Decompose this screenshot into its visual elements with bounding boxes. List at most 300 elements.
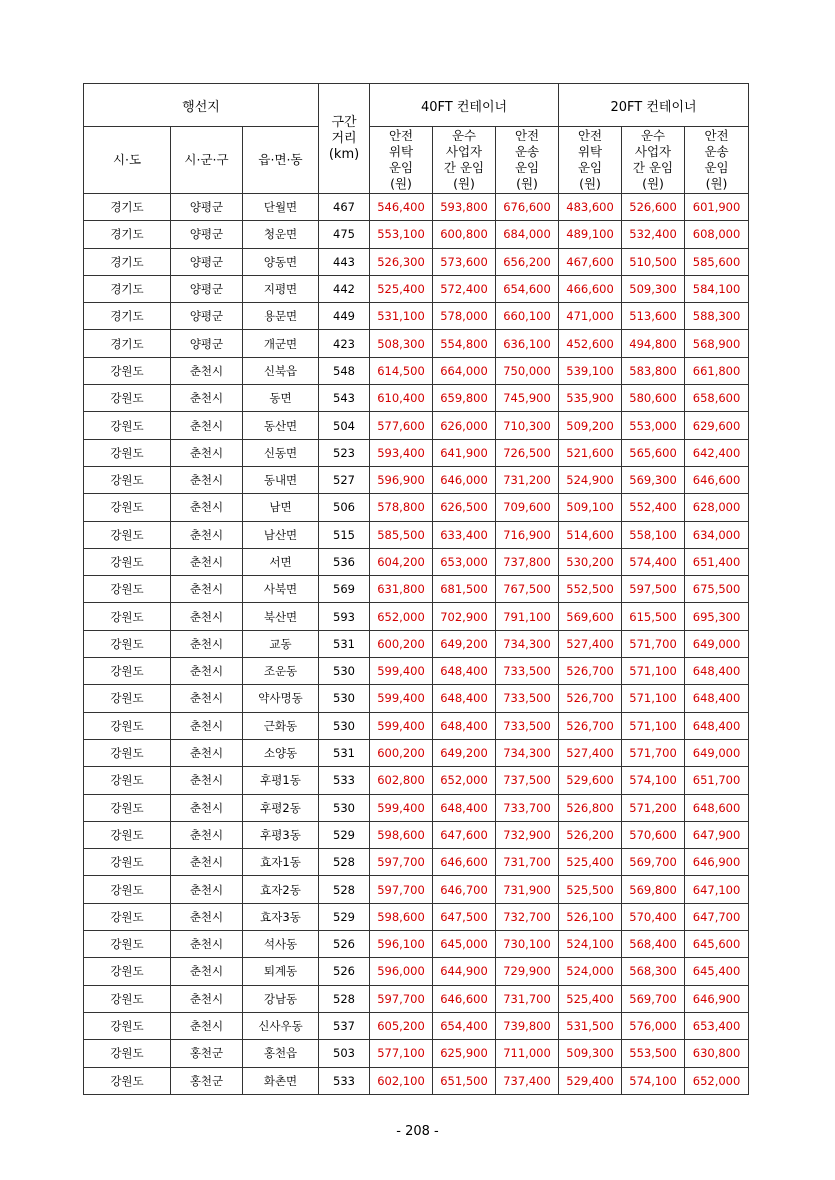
rate-20ft-safety-consign-cell: 530,200 [559,548,622,575]
province-cell: 경기도 [84,275,171,302]
city-cell: 춘천시 [171,931,243,958]
distance-cell: 503 [319,1040,370,1067]
rate-40ft-carrier-cell: 653,000 [433,548,496,575]
distance-cell: 536 [319,548,370,575]
rate-40ft-carrier-cell: 654,400 [433,1012,496,1039]
rate-20ft-carrier-cell: 574,100 [622,767,685,794]
rate-20ft-safety-consign-header: 안전 위탁 운임 (원) [559,127,622,194]
table-row [84,466,749,493]
rate-20ft-safety-transport-cell: 649,000 [685,739,749,766]
rate-40ft-safety-consign-cell: 610,400 [370,385,433,412]
distance-cell: 530 [319,712,370,739]
rate-40ft-safety-transport-cell: 791,100 [496,603,559,630]
city-cell: 홍천군 [171,1067,243,1094]
rate-20ft-safety-consign-cell: 466,600 [559,275,622,302]
town-cell: 석사동 [243,931,319,958]
table-row [84,712,749,739]
rate-40ft-safety-consign-cell: 577,600 [370,412,433,439]
town-cell: 후평2동 [243,794,319,821]
rate-20ft-safety-transport-cell: 634,000 [685,521,749,548]
distance-cell: 528 [319,849,370,876]
rate-20ft-safety-transport-cell: 651,400 [685,548,749,575]
rate-40ft-carrier-cell: 647,600 [433,821,496,848]
rate-40ft-safety-transport-cell: 729,900 [496,958,559,985]
city-cell: 춘천시 [171,712,243,739]
rate-20ft-safety-transport-cell: 647,900 [685,821,749,848]
distance-cell: 530 [319,658,370,685]
rate-20ft-safety-transport-header: 안전 운송 운임 (원) [685,127,749,194]
freight-rate-table [83,83,749,1095]
rate-40ft-safety-transport-cell: 731,200 [496,466,559,493]
rate-20ft-carrier-cell: 597,500 [622,576,685,603]
rate-20ft-safety-consign-cell: 526,800 [559,794,622,821]
town-cell: 서면 [243,548,319,575]
rate-40ft-safety-transport-cell: 737,800 [496,548,559,575]
city-cell: 춘천시 [171,412,243,439]
rate-40ft-carrier-cell: 649,200 [433,630,496,657]
town-cell: 지평면 [243,275,319,302]
city-cell: 춘천시 [171,630,243,657]
rate-20ft-safety-consign-cell: 471,000 [559,303,622,330]
town-cell: 남면 [243,494,319,521]
table-row [84,548,749,575]
rate-40ft-safety-transport-cell: 731,700 [496,849,559,876]
rate-40ft-safety-consign-cell: 593,400 [370,439,433,466]
rate-20ft-safety-consign-cell: 489,100 [559,221,622,248]
town-cell: 남산면 [243,521,319,548]
city-cell: 양평군 [171,221,243,248]
rate-40ft-safety-consign-cell: 602,100 [370,1067,433,1094]
distance-cell: 530 [319,685,370,712]
town-cell: 신사우동 [243,1012,319,1039]
distance-cell: 543 [319,385,370,412]
town-cell: 효자2동 [243,876,319,903]
rate-40ft-safety-consign-cell: 531,100 [370,303,433,330]
rate-40ft-carrier-cell: 593,800 [433,194,496,221]
province-cell: 강원도 [84,1012,171,1039]
rate-20ft-safety-consign-cell: 529,600 [559,767,622,794]
distance-cell: 527 [319,466,370,493]
table-row [84,521,749,548]
rate-40ft-safety-consign-cell: 525,400 [370,275,433,302]
rate-40ft-safety-transport-cell: 733,700 [496,794,559,821]
rate-20ft-carrier-cell: 569,700 [622,849,685,876]
province-cell: 강원도 [84,630,171,657]
province-cell: 강원도 [84,1067,171,1094]
rate-20ft-safety-transport-cell: 645,400 [685,958,749,985]
table-row [84,876,749,903]
table-row [84,1040,749,1067]
rate-20ft-safety-consign-cell: 526,700 [559,712,622,739]
town-cell: 신동면 [243,439,319,466]
city-cell: 홍천군 [171,1040,243,1067]
province-cell: 강원도 [84,1040,171,1067]
rate-20ft-carrier-cell: 583,800 [622,357,685,384]
rate-20ft-safety-transport-cell: 628,000 [685,494,749,521]
container-40ft-header: 40FT 컨테이너 [370,84,559,127]
rate-20ft-carrier-cell: 552,400 [622,494,685,521]
city-cell: 춘천시 [171,1012,243,1039]
rate-20ft-carrier-cell: 568,400 [622,931,685,958]
city-cell: 춘천시 [171,821,243,848]
rate-40ft-carrier-cell: 626,000 [433,412,496,439]
rate-40ft-safety-transport-cell: 734,300 [496,630,559,657]
rate-40ft-carrier-cell: 646,700 [433,876,496,903]
rate-20ft-safety-transport-cell: 652,000 [685,1067,749,1094]
rate-40ft-safety-consign-cell: 596,000 [370,958,433,985]
town-cell: 강남동 [243,985,319,1012]
city-cell: 춘천시 [171,849,243,876]
rate-40ft-carrier-cell: 648,400 [433,712,496,739]
rate-20ft-safety-consign-cell: 529,400 [559,1067,622,1094]
rate-40ft-safety-transport-cell: 767,500 [496,576,559,603]
distance-cell: 531 [319,630,370,657]
rate-20ft-safety-transport-cell: 585,600 [685,248,749,275]
province-cell: 강원도 [84,985,171,1012]
province-cell: 강원도 [84,603,171,630]
town-header: 읍·면·동 [243,127,319,194]
city-cell: 양평군 [171,303,243,330]
city-cell: 춘천시 [171,876,243,903]
rate-20ft-safety-transport-cell: 646,900 [685,849,749,876]
rate-40ft-safety-transport-cell: 745,900 [496,385,559,412]
distance-cell: 523 [319,439,370,466]
rate-40ft-safety-transport-cell: 636,100 [496,330,559,357]
rate-40ft-carrier-cell: 578,000 [433,303,496,330]
town-cell: 동내면 [243,466,319,493]
province-cell: 강원도 [84,466,171,493]
rate-20ft-carrier-cell: 571,700 [622,739,685,766]
distance-cell: 537 [319,1012,370,1039]
rate-40ft-safety-transport-cell: 656,200 [496,248,559,275]
rate-20ft-safety-transport-cell: 651,700 [685,767,749,794]
distance-cell: 529 [319,821,370,848]
distance-cell: 467 [319,194,370,221]
city-cell: 양평군 [171,330,243,357]
rate-40ft-safety-consign-cell: 605,200 [370,1012,433,1039]
rate-20ft-carrier-cell: 569,700 [622,985,685,1012]
rate-40ft-safety-consign-cell: 599,400 [370,658,433,685]
rate-20ft-carrier-cell: 494,800 [622,330,685,357]
rate-20ft-carrier-cell: 569,300 [622,466,685,493]
rate-20ft-safety-consign-cell: 524,900 [559,466,622,493]
rate-40ft-carrier-cell: 647,500 [433,903,496,930]
rate-20ft-carrier-cell: 565,600 [622,439,685,466]
rate-40ft-carrier-cell: 646,600 [433,849,496,876]
rate-40ft-safety-transport-cell: 676,600 [496,194,559,221]
city-cell: 춘천시 [171,603,243,630]
rate-40ft-carrier-cell: 633,400 [433,521,496,548]
rate-20ft-safety-consign-cell: 525,500 [559,876,622,903]
rate-40ft-carrier-cell: 644,900 [433,958,496,985]
distance-cell: 504 [319,412,370,439]
city-cell: 춘천시 [171,658,243,685]
distance-header: 구간 거리 (km) [319,84,370,194]
rate-20ft-carrier-cell: 568,300 [622,958,685,985]
distance-cell: 475 [319,221,370,248]
rate-40ft-safety-consign-cell: 596,900 [370,466,433,493]
province-cell: 경기도 [84,303,171,330]
city-cell: 춘천시 [171,794,243,821]
rate-40ft-safety-transport-cell: 731,900 [496,876,559,903]
table-row [84,1067,749,1094]
rate-40ft-carrier-cell: 648,400 [433,658,496,685]
rate-40ft-carrier-cell: 625,900 [433,1040,496,1067]
rate-20ft-safety-consign-cell: 483,600 [559,194,622,221]
rate-20ft-safety-transport-cell: 584,100 [685,275,749,302]
town-cell: 동면 [243,385,319,412]
table-row [84,275,749,302]
table-row [84,630,749,657]
table-row [84,794,749,821]
rate-20ft-safety-transport-cell: 653,400 [685,1012,749,1039]
province-cell: 강원도 [84,739,171,766]
distance-cell: 528 [319,876,370,903]
rate-20ft-safety-consign-cell: 531,500 [559,1012,622,1039]
town-cell: 후평1동 [243,767,319,794]
rate-20ft-safety-consign-cell: 509,200 [559,412,622,439]
town-cell: 사북면 [243,576,319,603]
rate-40ft-carrier-cell: 645,000 [433,931,496,958]
rate-20ft-carrier-cell: 580,600 [622,385,685,412]
rate-20ft-carrier-cell: 571,100 [622,685,685,712]
province-cell: 강원도 [84,521,171,548]
rate-20ft-safety-transport-cell: 588,300 [685,303,749,330]
town-cell: 북산면 [243,603,319,630]
page-number: - 208 - [396,1124,439,1139]
rate-40ft-carrier-cell: 648,400 [433,685,496,712]
rate-20ft-safety-transport-cell: 649,000 [685,630,749,657]
distance-cell: 526 [319,931,370,958]
rate-40ft-safety-transport-cell: 716,900 [496,521,559,548]
rate-40ft-safety-transport-cell: 733,500 [496,685,559,712]
town-cell: 교동 [243,630,319,657]
province-cell: 강원도 [84,412,171,439]
rate-40ft-safety-consign-cell: 600,200 [370,739,433,766]
rate-40ft-safety-consign-cell: 604,200 [370,548,433,575]
town-cell: 신북읍 [243,357,319,384]
province-cell: 강원도 [84,821,171,848]
rate-20ft-safety-consign-cell: 526,700 [559,658,622,685]
rate-40ft-safety-consign-header: 안전 위탁 운임 (원) [370,127,433,194]
town-cell: 양동면 [243,248,319,275]
rate-20ft-safety-consign-cell: 521,600 [559,439,622,466]
city-cell: 춘천시 [171,685,243,712]
city-cell: 춘천시 [171,576,243,603]
rate-20ft-safety-consign-cell: 569,600 [559,603,622,630]
rate-20ft-carrier-cell: 513,600 [622,303,685,330]
town-cell: 효자3동 [243,903,319,930]
distance-cell: 449 [319,303,370,330]
distance-cell: 530 [319,794,370,821]
rate-20ft-safety-consign-cell: 524,000 [559,958,622,985]
province-cell: 강원도 [84,931,171,958]
rate-20ft-safety-transport-cell: 658,600 [685,385,749,412]
rate-40ft-carrier-cell: 649,200 [433,739,496,766]
rate-20ft-safety-consign-cell: 526,700 [559,685,622,712]
rate-20ft-safety-consign-cell: 552,500 [559,576,622,603]
rate-40ft-carrier-cell: 664,000 [433,357,496,384]
rate-20ft-carrier-cell: 569,800 [622,876,685,903]
rate-40ft-safety-transport-cell: 732,900 [496,821,559,848]
rate-40ft-safety-transport-cell: 654,600 [496,275,559,302]
rate-20ft-safety-transport-cell: 646,900 [685,985,749,1012]
rate-40ft-safety-consign-cell: 508,300 [370,330,433,357]
rate-20ft-safety-consign-cell: 514,600 [559,521,622,548]
city-cell: 춘천시 [171,767,243,794]
town-cell: 후평3동 [243,821,319,848]
rate-40ft-carrier-cell: 702,900 [433,603,496,630]
table-row [84,821,749,848]
rate-20ft-safety-transport-cell: 648,400 [685,712,749,739]
rate-20ft-safety-consign-cell: 527,400 [559,630,622,657]
rate-20ft-carrier-cell: 509,300 [622,275,685,302]
rate-40ft-safety-consign-cell: 602,800 [370,767,433,794]
distance-cell: 569 [319,576,370,603]
rate-40ft-safety-transport-cell: 733,500 [496,658,559,685]
city-cell: 양평군 [171,194,243,221]
rate-20ft-safety-consign-cell: 467,600 [559,248,622,275]
rate-40ft-safety-consign-cell: 599,400 [370,685,433,712]
table-row [84,330,749,357]
rate-20ft-safety-consign-cell: 526,100 [559,903,622,930]
rate-40ft-safety-transport-cell: 737,500 [496,767,559,794]
table-row [84,357,749,384]
city-cell: 춘천시 [171,357,243,384]
table-row [84,931,749,958]
rate-20ft-safety-consign-cell: 539,100 [559,357,622,384]
rate-40ft-safety-consign-cell: 585,500 [370,521,433,548]
rate-40ft-safety-consign-cell: 577,100 [370,1040,433,1067]
town-cell: 약사명동 [243,685,319,712]
rate-40ft-safety-transport-cell: 660,100 [496,303,559,330]
destination-header: 행선지 [84,84,319,127]
rate-20ft-safety-consign-cell: 509,100 [559,494,622,521]
rate-20ft-carrier-cell: 570,600 [622,821,685,848]
rate-20ft-safety-consign-cell: 524,100 [559,931,622,958]
province-cell: 강원도 [84,712,171,739]
distance-cell: 593 [319,603,370,630]
city-header: 시·군·구 [171,127,243,194]
rate-40ft-carrier-cell: 573,600 [433,248,496,275]
rate-40ft-safety-transport-cell: 733,500 [496,712,559,739]
town-cell: 퇴계동 [243,958,319,985]
rate-40ft-carrier-cell: 600,800 [433,221,496,248]
rate-40ft-carrier-cell: 641,900 [433,439,496,466]
province-cell: 경기도 [84,330,171,357]
rate-40ft-safety-transport-cell: 737,400 [496,1067,559,1094]
table-row [84,494,749,521]
rate-20ft-safety-transport-cell: 661,800 [685,357,749,384]
town-cell: 화촌면 [243,1067,319,1094]
town-cell: 청운면 [243,221,319,248]
province-cell: 강원도 [84,903,171,930]
container-20ft-header: 20FT 컨테이너 [559,84,749,127]
table-row [84,849,749,876]
city-cell: 춘천시 [171,385,243,412]
table-row [84,303,749,330]
province-cell: 강원도 [84,685,171,712]
rate-40ft-safety-transport-cell: 739,800 [496,1012,559,1039]
rate-20ft-safety-transport-cell: 648,400 [685,685,749,712]
rate-20ft-carrier-cell: 574,100 [622,1067,685,1094]
province-cell: 경기도 [84,221,171,248]
rate-40ft-safety-consign-cell: 652,000 [370,603,433,630]
rate-40ft-safety-consign-cell: 599,400 [370,712,433,739]
town-cell: 동산면 [243,412,319,439]
rate-20ft-safety-consign-cell: 535,900 [559,385,622,412]
rate-40ft-carrier-cell: 646,000 [433,466,496,493]
rate-20ft-safety-transport-cell: 629,600 [685,412,749,439]
table-row [84,985,749,1012]
city-cell: 춘천시 [171,739,243,766]
rate-20ft-safety-consign-cell: 525,400 [559,849,622,876]
rate-40ft-safety-consign-cell: 631,800 [370,576,433,603]
table-row [84,658,749,685]
rate-20ft-safety-consign-cell: 509,300 [559,1040,622,1067]
distance-cell: 526 [319,958,370,985]
rate-20ft-safety-transport-cell: 695,300 [685,603,749,630]
rate-40ft-carrier-cell: 626,500 [433,494,496,521]
rate-40ft-safety-consign-cell: 546,400 [370,194,433,221]
rate-40ft-safety-consign-cell: 597,700 [370,985,433,1012]
province-cell: 강원도 [84,548,171,575]
city-cell: 춘천시 [171,521,243,548]
table-row [84,685,749,712]
city-cell: 춘천시 [171,958,243,985]
rate-40ft-safety-transport-cell: 732,700 [496,903,559,930]
rate-20ft-safety-consign-cell: 526,200 [559,821,622,848]
rate-40ft-carrier-cell: 652,000 [433,767,496,794]
city-cell: 춘천시 [171,548,243,575]
province-cell: 강원도 [84,958,171,985]
rate-20ft-safety-transport-cell: 568,900 [685,330,749,357]
distance-cell: 442 [319,275,370,302]
rate-20ft-safety-transport-cell: 648,400 [685,658,749,685]
distance-cell: 423 [319,330,370,357]
rate-20ft-safety-transport-cell: 648,600 [685,794,749,821]
rate-20ft-carrier-cell: 571,100 [622,712,685,739]
rate-40ft-safety-consign-cell: 599,400 [370,794,433,821]
rate-20ft-carrier-cell: 553,500 [622,1040,685,1067]
rate-20ft-carrier-cell: 532,400 [622,221,685,248]
rate-40ft-safety-consign-cell: 597,700 [370,876,433,903]
province-header: 시·도 [84,127,171,194]
rate-20ft-safety-consign-cell: 527,400 [559,739,622,766]
table-row [84,221,749,248]
table-row [84,739,749,766]
distance-cell: 506 [319,494,370,521]
town-cell: 근화동 [243,712,319,739]
province-cell: 강원도 [84,494,171,521]
distance-cell: 533 [319,1067,370,1094]
rate-40ft-safety-transport-cell: 750,000 [496,357,559,384]
rate-20ft-carrier-cell: 553,000 [622,412,685,439]
distance-cell: 529 [319,903,370,930]
rate-40ft-carrier-cell: 572,400 [433,275,496,302]
rate-40ft-safety-transport-cell: 726,500 [496,439,559,466]
table-row [84,903,749,930]
town-cell: 효자1동 [243,849,319,876]
province-cell: 강원도 [84,576,171,603]
rate-20ft-safety-consign-cell: 452,600 [559,330,622,357]
province-cell: 강원도 [84,385,171,412]
table-row [84,385,749,412]
rate-40ft-safety-transport-cell: 734,300 [496,739,559,766]
city-cell: 양평군 [171,248,243,275]
town-cell: 홍천읍 [243,1040,319,1067]
town-cell: 용문면 [243,303,319,330]
